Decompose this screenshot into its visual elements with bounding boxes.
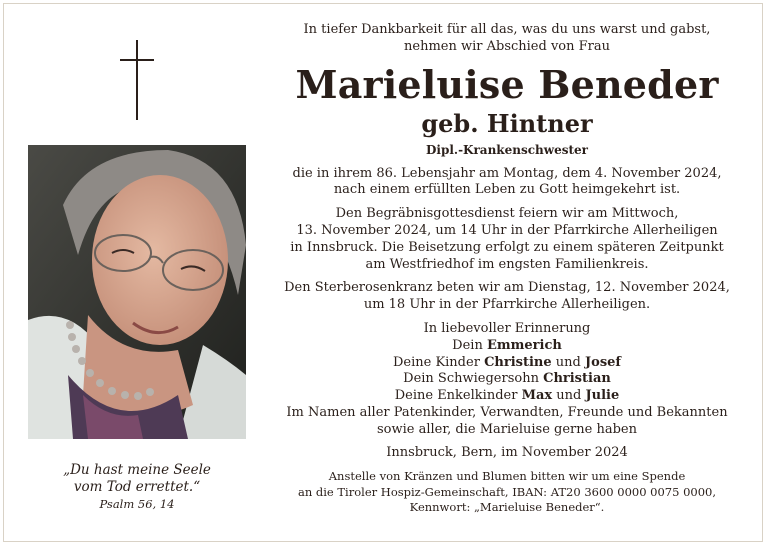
portrait-photo (28, 145, 246, 439)
funeral-line: 13. November 2024, um 14 Uhr in der Pfarrkirche Allerheiligen (296, 222, 718, 238)
obituary-text (282, 22, 732, 516)
mourner-children (282, 355, 732, 372)
place-date: Innsbruck, Bern, im November 2024 (386, 444, 628, 460)
mourner-name: Christine (484, 354, 552, 370)
rosary-line: Den Sterberosenkranz beten wir am Dienstag, 12. November 2024, (284, 280, 730, 296)
mourner-prefix: Deine Enkelkinder (394, 388, 518, 404)
mourner-prefix: Dein (452, 337, 483, 353)
funeral-line: am Westfriedhof im engsten Familienkreis. (365, 256, 649, 272)
birth-name: geb. Hintner (421, 108, 593, 138)
quote-reference: Psalm 56, 14 (99, 497, 175, 511)
psalm-quote (28, 462, 246, 513)
mourner-name: Max (521, 388, 553, 404)
donation-line: Anstelle von Kränzen und Blumen bitten wir um eine Spende (328, 469, 686, 484)
latin-cross-icon (120, 40, 154, 120)
intro-line: nehmen wir Abschied von Frau (404, 38, 610, 54)
donation-line: Kennwort: „Marieluise Beneder“. (409, 500, 605, 515)
donation-notice (282, 469, 732, 516)
funeral-line: in Innsbruck. Die Beisetzung erfolgt zu einem späteren Zeitpunkt (290, 239, 724, 255)
quote-line: vom Tod errettet.“ (73, 479, 201, 495)
conjunction: und (556, 388, 582, 404)
mourner-prefix: Dein Schwiegersohn (403, 371, 539, 387)
rosary-line: um 18 Uhr in der Pfarrkirche Allerheiligen. (363, 297, 651, 313)
profession: Dipl.-Krankenschwester (425, 142, 588, 157)
mourner-name: Josef (585, 354, 622, 370)
mourner-name: Emmerich (486, 337, 562, 353)
quote-line: „Du hast meine Seele (63, 462, 211, 478)
mourner-name: Julie (585, 388, 620, 404)
rosary-notice (282, 280, 732, 314)
mourners-list (282, 321, 732, 439)
mourners-heading: In liebevoller Erinnerung (423, 320, 591, 336)
deceased-name: Marieluise Beneder (295, 61, 719, 107)
mourners-others: Im Namen aller Patenkinder, Verwandten, Freunde und Bekannten (286, 404, 728, 420)
mourners-others: sowie aller, die Marieluise gerne haben (377, 421, 637, 437)
intro-line: In tiefer Dankbarkeit für all das, was du uns warst und gabst, (303, 22, 711, 37)
death-line: nach einem erfüllten Leben zu Gott heimgekehrt ist. (333, 182, 681, 198)
donation-line: an die Tiroler Hospiz-Gemeinschaft, IBAN: AT20 3600 0000 0075 0000, (297, 484, 717, 499)
mourner-soninlaw (282, 371, 732, 388)
mourner-name: Christian (543, 371, 611, 387)
death-notice (282, 166, 732, 200)
death-line: die in ihrem 86. Lebensjahr am Montag, dem 4. November 2024, (292, 165, 722, 181)
conjunction: und (555, 354, 581, 370)
mourner-prefix: Deine Kinder (392, 354, 480, 370)
mourner-grandchildren (282, 388, 732, 405)
mourner-husband (282, 338, 732, 355)
funeral-line: Den Begräbnisgottesdienst feiern wir am Mittwoch, (335, 206, 679, 222)
funeral-notice (282, 206, 732, 273)
